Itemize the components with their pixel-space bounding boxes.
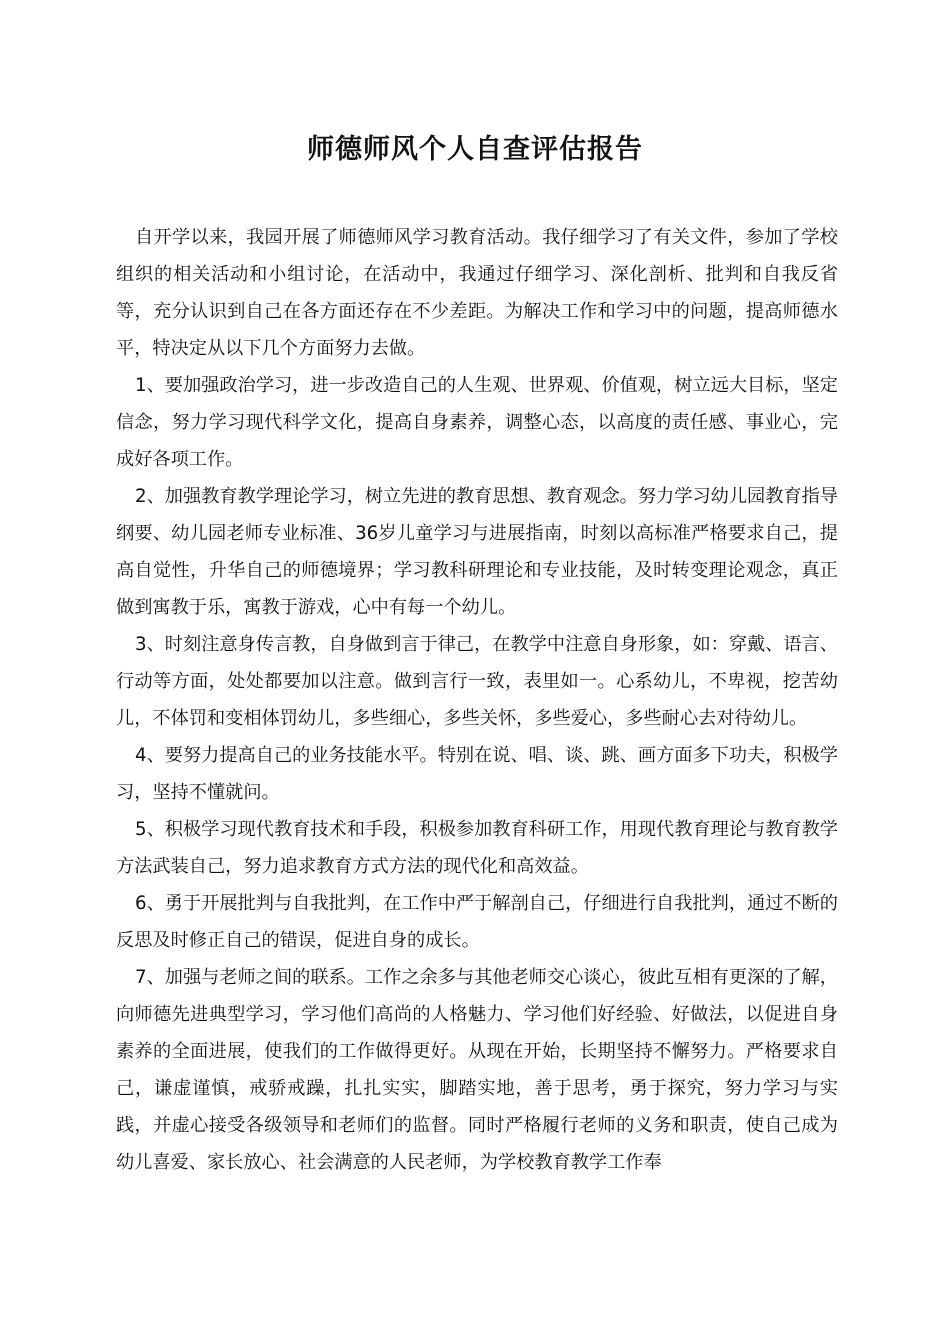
document-title: 师德师风个人自查评估报告 [307,134,643,165]
paragraph-item-5: 5、积极学习现代教育技术和手段，积极参加教育科研工作，用现代教育理论与教育教学方法武装自己，努力追求教育方式方法的现代化和高效益。 [116,819,838,877]
paragraph-item-2: 2、加强教育教学理论学习，树立先进的教育思想、教育观念。努力学习幼儿园教育指导纲要、幼儿园老师专业标准、36岁儿童学习与进展指南，时刻以高标准严格要求自己，提高自觉性，升华自己的师德境界；学习教科研理论和专业技能，及时转变理论观念，真正做到寓教于乐，寓教于游戏，心中有每一个幼儿。 [116,486,838,618]
paragraph-item-3: 3、时刻注意身传言教，自身做到言于律己，在教学中注意自身形象，如：穿戴、语言、行动等方面，处处都要加以注意。做到言行一致，表里如一。心系幼儿，不卑视，挖苦幼儿，不体罚和变相体罚幼儿，多些细心，多些关怀，多些爱心，多些耐心去对待幼儿。 [116,634,838,729]
paragraph-item-6: 6、勇于开展批判与自我批判，在工作中严于解剖自己，仔细进行自我批判，通过不断的反思及时修正自己的错误，促进自身的成长。 [116,893,838,951]
paragraph-item-4: 4、要努力提高自己的业务技能水平。特别在说、唱、谈、跳、画方面多下功夫，积极学习，坚持不懂就问。 [116,745,838,803]
paragraph-item-1: 1、要加强政治学习，进一步改造自己的人生观、世界观、价值观，树立远大目标，坚定信念，努力学习现代科学文化，提高自身素养，调整心态，以高度的责任感、事业心，完成好各项工作。 [116,375,838,470]
paragraph-intro: 自开学以来，我园开展了师德师风学习教育活动。我仔细学习了有关文件，参加了学校组织的相关活动和小组讨论，在活动中，我通过仔细学习、深化剖析、批判和自我反省等，充分认识到自己在各方面还存在不少差距。为解决工作和学习中的问题，提高师德水平，特决定从以下几个方面努力去做。 [116,227,838,359]
document-body [116,219,838,1181]
paragraph-item-7: 7、加强与老师之间的联系。工作之余多与其他老师交心谈心，彼此互相有更深的了解，向师德先进典型学习，学习他们高尚的人格魅力、学习他们好经验、好做法，以促进自身素养的全面进展，使我们的工作做得更好。从现在开始，长期坚持不懈努力。严格要求自己，谦虚谨慎，戒骄戒躁，扎扎实实，脚踏实地，善于思考，勇于探究，努力学习与实践，并虚心接受各级领导和老师们的监督。同时严格履行老师的义务和职责，使自己成为幼儿喜爱、家长放心、社会满意的人民老师，为学校教育教学工作奉 [116,967,838,1173]
